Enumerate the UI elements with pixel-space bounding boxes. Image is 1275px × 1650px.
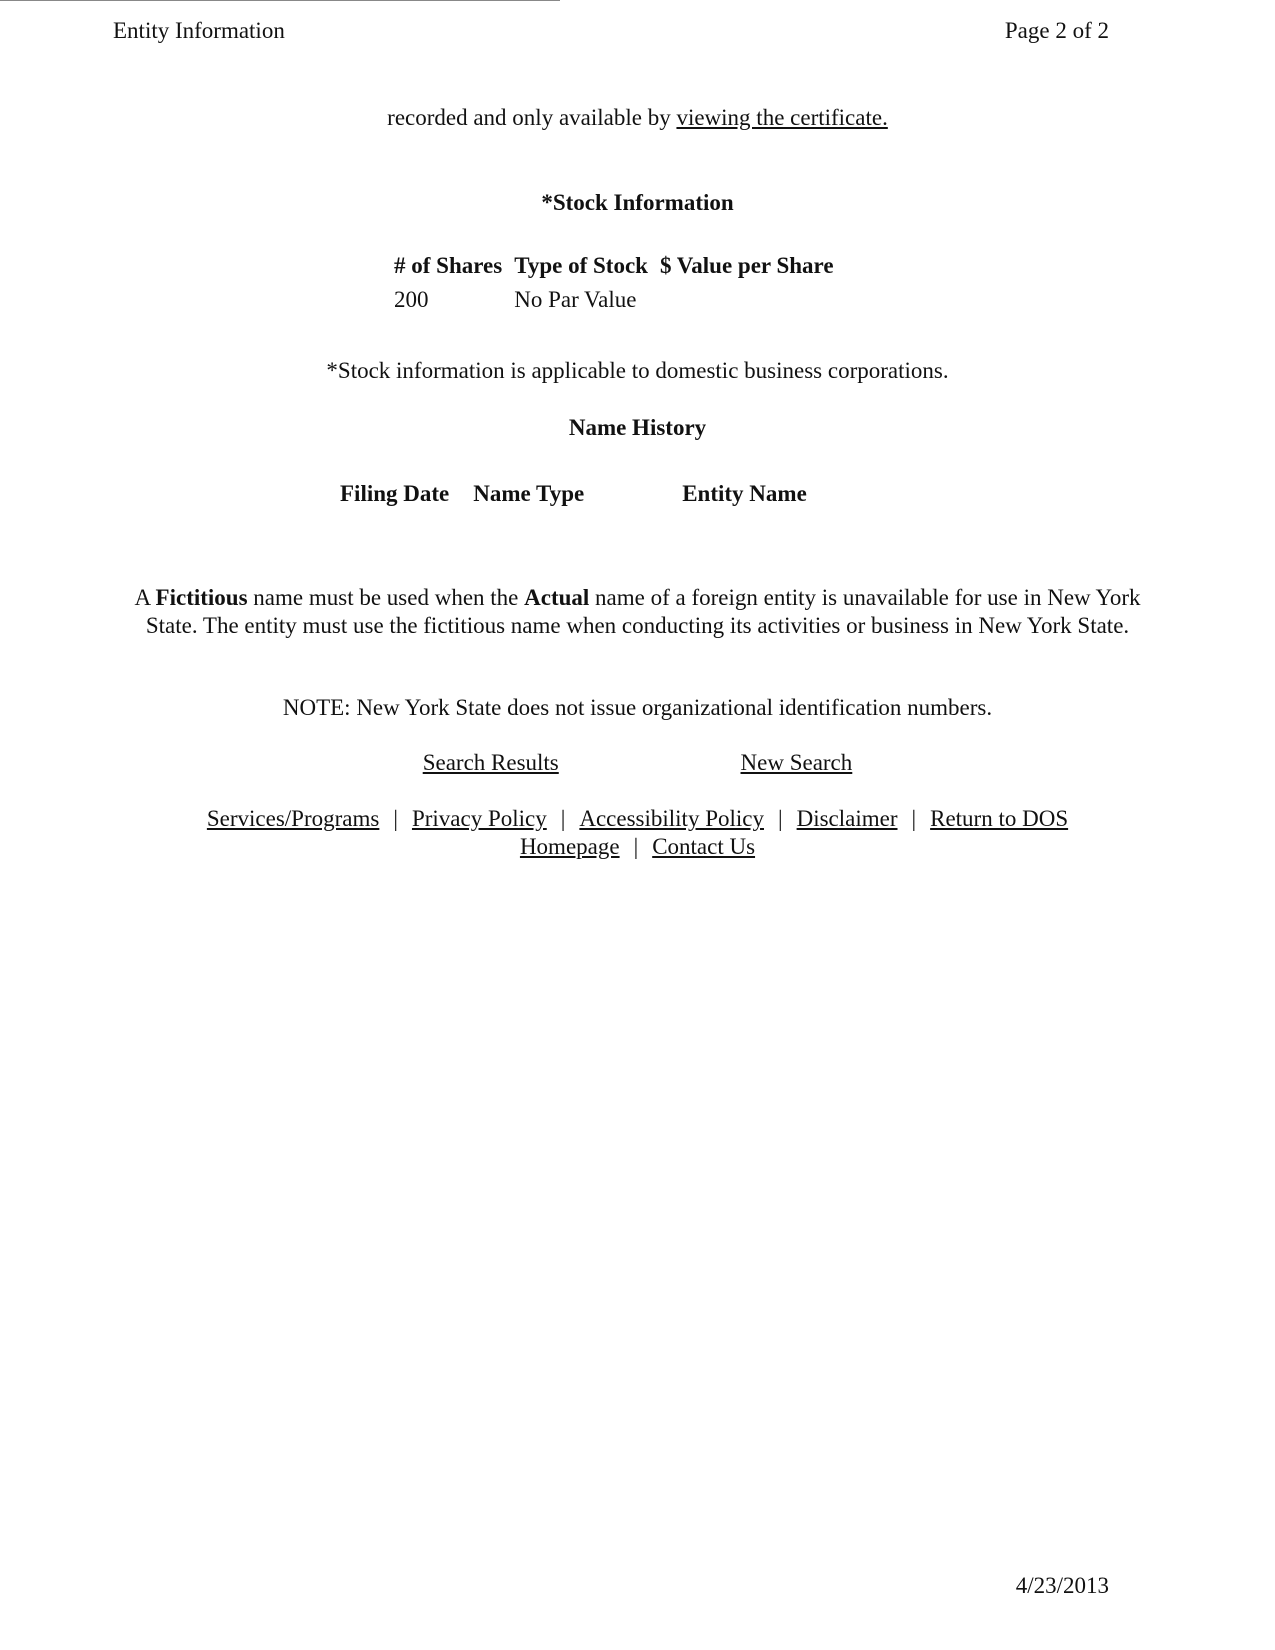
org-id-note: NOTE: New York State does not issue organizational identification numbers. <box>282 695 993 720</box>
footer-separator: | <box>911 806 917 831</box>
fict-bold-fictitious: Fictitious <box>155 585 248 610</box>
fict-text-2: name must be used when the <box>247 585 525 610</box>
fict-text-3: name of a foreign entity is unavailable for use in New York State. The entity must use the fictitious name when conducting its activities or business in New York State. <box>145 585 1141 638</box>
stock-table <box>394 253 846 313</box>
services-programs-link[interactable]: Services/Programs <box>206 806 380 831</box>
col-stock-type: Type of Stock <box>514 253 648 278</box>
accessibility-policy-link[interactable]: Accessibility Policy <box>579 806 764 831</box>
name-history-table <box>340 481 831 507</box>
cell-stock-type: No Par Value <box>514 287 637 312</box>
print-date: 4/23/2013 <box>1015 1573 1109 1598</box>
intro-paragraph <box>0 104 1275 132</box>
stock-information-heading: *Stock Information <box>541 190 734 215</box>
footer-separator: | <box>633 834 639 859</box>
cell-shares: 200 <box>394 287 429 312</box>
return-to-dos-homepage-link[interactable]: Return to DOS Homepage <box>519 806 1069 859</box>
fictitious-name-paragraph <box>110 584 1165 640</box>
table-row <box>394 287 846 313</box>
disclaimer-link[interactable]: Disclaimer <box>796 806 898 831</box>
footer-separator: | <box>393 806 398 831</box>
stock-note: *Stock information is applicable to domestic business corporations. <box>326 358 949 383</box>
footer-links <box>150 805 1125 861</box>
col-value-per-share: $ Value per Share <box>659 253 834 278</box>
fict-text-1: A <box>134 585 156 610</box>
page-number: Page 2 of 2 <box>1004 18 1109 43</box>
col-entity-name: Entity Name <box>682 481 807 506</box>
top-rule <box>0 0 560 1</box>
footer-separator: | <box>777 806 783 831</box>
cell-value-per-share <box>660 287 846 313</box>
search-nav <box>0 750 1275 776</box>
search-results-link[interactable]: Search Results <box>422 750 559 775</box>
new-search-link[interactable]: New Search <box>740 750 853 775</box>
contact-us-link[interactable]: Contact Us <box>652 834 756 859</box>
name-history-heading: Name History <box>568 415 707 440</box>
col-filing-date: Filing Date <box>340 481 450 506</box>
intro-text: recorded and only available by <box>387 105 677 130</box>
col-name-type: Name Type <box>473 481 585 506</box>
footer-separator: | <box>560 806 566 831</box>
privacy-policy-link[interactable]: Privacy Policy <box>411 806 547 831</box>
col-shares: # of Shares <box>394 253 503 278</box>
header-title: Entity Information <box>113 18 285 43</box>
fict-bold-actual: Actual <box>524 585 590 610</box>
viewing-certificate-link[interactable]: viewing the certificate. <box>676 105 888 130</box>
